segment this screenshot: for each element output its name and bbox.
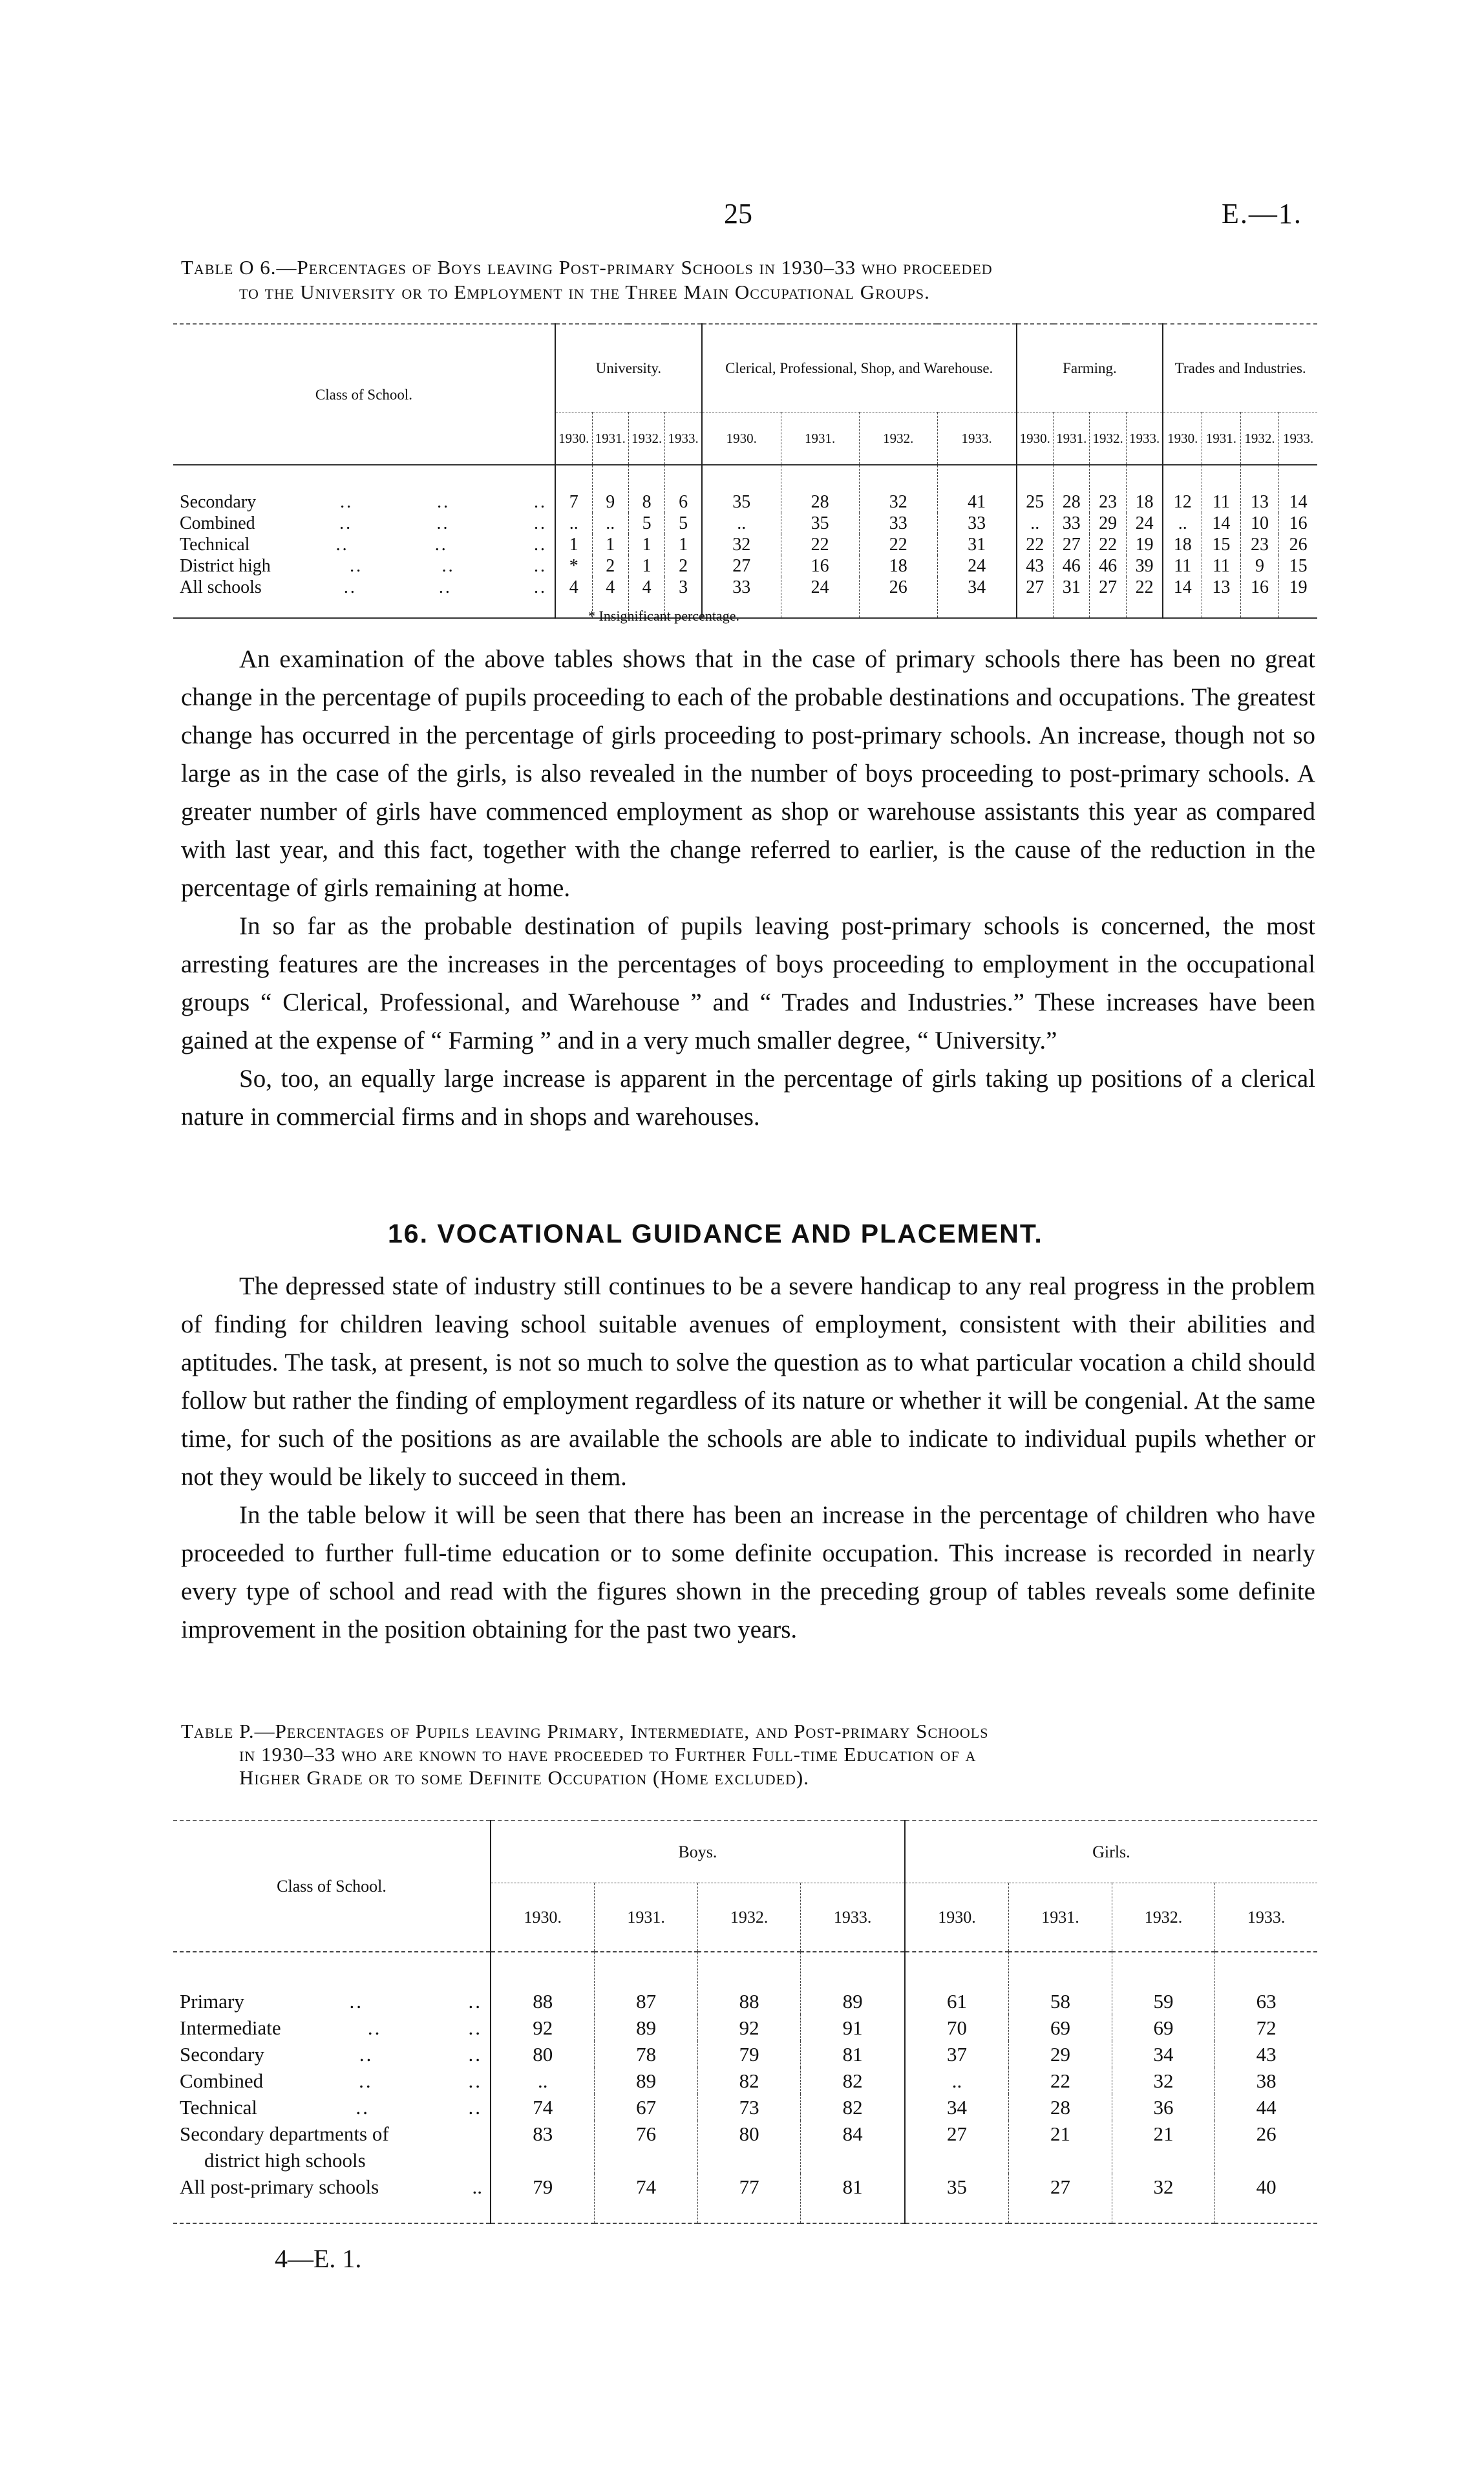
table-cell: 7 — [555, 465, 592, 513]
row-label: Combined — [180, 513, 255, 533]
table-cell: 13 — [1202, 577, 1241, 618]
row-label: Combined — [180, 2069, 264, 2092]
table-o6-caption-line1: Table O 6.—Percentages of Boys leaving Post-primary Schools in 1930–33 who proceeded — [181, 256, 993, 279]
leader-dots: .. — [534, 492, 547, 512]
table-cell: 14 — [1202, 513, 1241, 534]
table-cell: 34 — [1112, 2041, 1215, 2068]
table-cell: 11 — [1202, 555, 1241, 577]
column-header-year: 1933. — [1279, 412, 1317, 465]
table-cell: 1 — [665, 534, 702, 555]
row-label: Secondary — [180, 2043, 264, 2066]
column-group-farming: Farming. — [1017, 324, 1163, 412]
table-cell: 81 — [801, 2041, 905, 2068]
table-cell: .. — [905, 2068, 1009, 2094]
body-text-block-1 — [181, 640, 1315, 1136]
body-text-block-2 — [181, 1267, 1315, 1649]
table-cell: 92 — [697, 2015, 801, 2041]
table-cell: 69 — [1009, 2015, 1112, 2041]
table-cell: 9 — [1240, 555, 1279, 577]
table-cell: 21 — [1112, 2121, 1215, 2174]
table-cell: 82 — [697, 2068, 801, 2094]
table-cell: 33 — [1054, 513, 1090, 534]
row-label: Technical — [180, 535, 250, 555]
table-p-caption-line3: Higher Grade or to some Definite Occupation (Home excluded). — [239, 1766, 810, 1789]
table-o6-footnote: * Insignificant percentage. — [588, 608, 739, 624]
table-cell: 40 — [1215, 2174, 1317, 2223]
table-cell: 22 — [859, 534, 937, 555]
table-cell: 89 — [595, 2068, 698, 2094]
table-cell: 2 — [592, 555, 628, 577]
table-cell: 13 — [1240, 465, 1279, 513]
table-cell: 79 — [491, 2174, 595, 2223]
table-cell: 26 — [1215, 2121, 1317, 2174]
table-cell: 69 — [1112, 2015, 1215, 2041]
table-cell: 18 — [859, 555, 937, 577]
table-row — [173, 2094, 1317, 2121]
table-p-caption-line2: in 1930–33 who are known to have proceeded to Further Full-time Education of a — [239, 1743, 977, 1766]
leader-dots: .. — [349, 1990, 363, 2013]
row-label-cell — [173, 534, 555, 555]
table-cell: 76 — [595, 2121, 698, 2174]
table-cell: 80 — [491, 2041, 595, 2068]
table-cell: 5 — [665, 513, 702, 534]
table-cell: 74 — [491, 2094, 595, 2121]
table-cell: 67 — [595, 2094, 698, 2121]
table-cell: 11 — [1163, 555, 1202, 577]
leader-dots: .. — [367, 2016, 382, 2039]
table-cell: 8 — [628, 465, 664, 513]
table-cell: 1 — [555, 534, 592, 555]
table-cell: 1 — [628, 534, 664, 555]
row-label-cell — [173, 555, 555, 577]
table-row — [173, 513, 1317, 534]
table-cell: 83 — [491, 2121, 595, 2174]
table-row — [173, 2174, 1317, 2223]
paragraph: In the table below it will be seen that there has been an increase in the percentage of children who have proceeded to further full-time education or to some definite occupation. This increase is recorded in nearly every type of school and read with the figures shown in the preceding group of tables reveals some definite improvement in the position obtaining for the past two years. — [181, 1501, 1315, 1643]
table-cell: 19 — [1279, 577, 1317, 618]
table-cell: 82 — [801, 2068, 905, 2094]
table-cell: 82 — [801, 2094, 905, 2121]
table-cell: 63 — [1215, 1952, 1317, 2015]
table-cell: 24 — [1126, 513, 1163, 534]
row-label: District high — [180, 556, 271, 576]
row-label: Secondary departments of — [180, 2122, 389, 2145]
table-cell: 21 — [1009, 2121, 1112, 2174]
table-cell: 31 — [1054, 577, 1090, 618]
table-cell: 31 — [937, 534, 1016, 555]
table-cell: 22 — [1009, 2068, 1112, 2094]
table-row — [173, 2015, 1317, 2041]
table-row — [173, 465, 1317, 513]
column-header-year: 1930. — [1163, 412, 1202, 465]
table-cell: 70 — [905, 2015, 1009, 2041]
table-cell: 10 — [1240, 513, 1279, 534]
table-row — [173, 555, 1317, 577]
column-header-year: 1931. — [1202, 412, 1241, 465]
paragraph: The depressed state of industry still continues to be a severe handicap to any real progress in the problem of finding for children leaving school suitable avenues of employment, consistent with their abilities and aptitudes. The task, at present, is not so much to solve the question as to what particular vocation a child should follow but rather the finding of employment regardless of its nature or whether it will be congenial. At the same time, for such of the positions as are available the schools are able to indicate to individual pupils whether or not they would be likely to succeed in them. — [181, 1272, 1315, 1491]
table-cell: 27 — [1017, 577, 1054, 618]
table-cell: 28 — [1009, 2094, 1112, 2121]
footer-signature: 4—E. 1. — [275, 2244, 362, 2273]
table-cell: 24 — [781, 577, 859, 618]
table-cell: .. — [555, 513, 592, 534]
table-cell: 32 — [702, 534, 781, 555]
table-cell: 89 — [801, 1952, 905, 2015]
table-cell: 91 — [801, 2015, 905, 2041]
column-header-year: 1933. — [1215, 1883, 1317, 1952]
table-row — [173, 2121, 1317, 2174]
table-cell: 39 — [1126, 555, 1163, 577]
column-header-year: 1932. — [1112, 1883, 1215, 1952]
document-reference: E.—1. — [1222, 198, 1302, 230]
column-header-year: 1932. — [628, 412, 664, 465]
column-header-year: 1931. — [1054, 412, 1090, 465]
table-cell: 6 — [665, 465, 702, 513]
leader-dots: .. — [468, 2016, 482, 2039]
table-p-caption — [181, 1720, 1312, 1790]
table-cell: 29 — [1009, 2041, 1112, 2068]
table-cell: 11 — [1202, 465, 1241, 513]
row-label-cell — [173, 2094, 491, 2121]
column-header-year: 1932. — [1240, 412, 1279, 465]
row-label-cell — [173, 2068, 491, 2094]
table-cell: 12 — [1163, 465, 1202, 513]
column-header-year: 1933. — [801, 1883, 905, 1952]
column-header-year: 1931. — [1009, 1883, 1112, 1952]
table-cell: 27 — [1054, 534, 1090, 555]
column-header-year: 1930. — [491, 1883, 595, 1952]
column-header-year: 1930. — [905, 1883, 1009, 1952]
table-cell: 59 — [1112, 1952, 1215, 2015]
row-label-cell — [173, 513, 555, 534]
column-header-year: 1931. — [592, 412, 628, 465]
column-group-girls: Girls. — [905, 1821, 1317, 1883]
table-cell: 22 — [1126, 577, 1163, 618]
table-cell: 9 — [592, 465, 628, 513]
table-cell: 36 — [1112, 2094, 1215, 2121]
table-cell: 3 — [665, 577, 702, 618]
column-header-year: 1931. — [781, 412, 859, 465]
leader-dots: .. — [436, 513, 450, 533]
leader-dots: .. — [359, 2043, 374, 2066]
row-label: Intermediate — [180, 2016, 281, 2039]
table-cell: .. — [491, 2068, 595, 2094]
paragraph: In so far as the probable destination of pupils leaving post-primary schools is concerned, the most arresting features are the increases in the percentages of boys proceeding to employment in the occupational groups “ Clerical, Professional, and Warehouse ” and “ Trades and Industries.” These increases have been gained at the expense of “ Farming ” and in a very much smaller degree, “ University.” — [181, 912, 1315, 1054]
leader-dots: .. — [343, 577, 357, 597]
table-cell: 22 — [1017, 534, 1054, 555]
table-cell: 19 — [1126, 534, 1163, 555]
leader-dots: .. — [533, 513, 547, 533]
table-row — [173, 2041, 1317, 2068]
table-p — [173, 1820, 1317, 2224]
table-cell: 46 — [1054, 555, 1090, 577]
leader-dots: .. — [437, 492, 450, 512]
leader-dots: .. — [355, 2096, 370, 2119]
table-cell: 24 — [937, 555, 1016, 577]
table-cell: .. — [1017, 513, 1054, 534]
table-cell: 33 — [859, 513, 937, 534]
row-label-cell — [173, 2015, 491, 2041]
table-cell: 80 — [697, 2121, 801, 2174]
table-cell: 16 — [781, 555, 859, 577]
column-header-year: 1932. — [697, 1883, 801, 1952]
column-header-year: 1933. — [1126, 412, 1163, 465]
table-row — [173, 2068, 1317, 2094]
table-cell: .. — [592, 513, 628, 534]
column-header-class-of-school: Class of School. — [277, 1876, 387, 1896]
leader-dots: .. — [468, 1990, 482, 2013]
table-cell: 23 — [1090, 465, 1126, 513]
table-cell: .. — [1163, 513, 1202, 534]
table-cell: 2 — [665, 555, 702, 577]
row-label-cell — [173, 2121, 491, 2174]
table-cell: 35 — [781, 513, 859, 534]
table-cell: 88 — [491, 1952, 595, 2015]
table-cell: 73 — [697, 2094, 801, 2121]
table-cell: 41 — [937, 465, 1016, 513]
table-cell: 35 — [905, 2174, 1009, 2223]
leader-dots: .. — [468, 2043, 482, 2066]
table-cell: * — [555, 555, 592, 577]
leader-dots: .. — [335, 535, 349, 555]
row-label: Technical — [180, 2096, 258, 2119]
table-cell: 44 — [1215, 2094, 1317, 2121]
row-label-continued: district high schools — [204, 2149, 366, 2172]
table-cell: 18 — [1126, 465, 1163, 513]
row-label-cell — [173, 1952, 491, 2015]
table-cell: 72 — [1215, 2015, 1317, 2041]
table-cell: 28 — [781, 465, 859, 513]
table-cell: 27 — [1009, 2174, 1112, 2223]
row-label-cell — [173, 577, 555, 618]
table-cell: .. — [702, 513, 781, 534]
table-cell: 77 — [697, 2174, 801, 2223]
column-header-year: 1932. — [1090, 412, 1126, 465]
table-cell: 23 — [1240, 534, 1279, 555]
table-cell: 26 — [859, 577, 937, 618]
table-cell: 28 — [1054, 465, 1090, 513]
table-cell: 78 — [595, 2041, 698, 2068]
leader-dots: .. — [533, 556, 547, 576]
paragraph: So, too, an equally large increase is apparent in the percentage of girls taking up positions of a clerical nature in commercial firms and in shops and warehouses. — [181, 1065, 1315, 1131]
leader-dots: .. — [359, 2069, 373, 2092]
column-header-year: 1930. — [702, 412, 781, 465]
column-header-year: 1933. — [937, 412, 1016, 465]
column-header-year: 1931. — [595, 1883, 698, 1952]
table-cell: 84 — [801, 2121, 905, 2174]
table-o6-caption — [181, 255, 1312, 305]
leader-dots: .. — [468, 2096, 482, 2119]
table-cell: 25 — [1017, 465, 1054, 513]
table-cell: 32 — [859, 465, 937, 513]
table-row — [173, 577, 1317, 618]
table-p-caption-line1: Table P.—Percentages of Pupils leaving Primary, Intermediate, and Post-primary Schools — [181, 1720, 989, 1742]
column-group-clerical: Clerical, Professional, Shop, and Warehouse. — [702, 324, 1017, 412]
table-cell: 4 — [555, 577, 592, 618]
table-cell: 43 — [1017, 555, 1054, 577]
table-cell: 14 — [1279, 465, 1317, 513]
row-label: All schools — [180, 577, 262, 597]
table-cell: 16 — [1240, 577, 1279, 618]
table-o6 — [173, 323, 1317, 619]
table-cell: 34 — [905, 2094, 1009, 2121]
table-cell: 4 — [592, 577, 628, 618]
leader-dots: .. — [339, 513, 353, 533]
leader-dots: .. — [533, 577, 547, 597]
row-label: Secondary — [180, 492, 257, 512]
page-number: 25 — [724, 198, 752, 230]
column-group-university: University. — [555, 324, 702, 412]
column-group-boys: Boys. — [491, 1821, 905, 1883]
paragraph: An examination of the above tables shows that in the case of primary schools there has been no great change in the percentage of pupils proceeding to each of the probable destinations and occupations. The greatest change has occurred in the percentage of girls proceeding to post-primary schools. An increase, though not so large as in the case of the girls, is also revealed in the number of boys proceeding to post-primary schools. A greater number of girls have commenced employment as shop or warehouse assistants this year as compared with last year, and this fact, together with the change referred to earlier, is the cause of the reduction in the percentage of girls remaining at home. — [181, 645, 1315, 902]
table-cell: 22 — [1090, 534, 1126, 555]
table-cell: 43 — [1215, 2041, 1317, 2068]
table-cell: 16 — [1279, 513, 1317, 534]
table-cell: 74 — [595, 2174, 698, 2223]
table-cell: 27 — [905, 2121, 1009, 2174]
column-header-year: 1932. — [859, 412, 937, 465]
leader-dots: .. — [472, 2175, 482, 2198]
table-cell: 61 — [905, 1952, 1009, 2015]
column-group-trades: Trades and Industries. — [1163, 324, 1317, 412]
table-cell: 37 — [905, 2041, 1009, 2068]
table-cell: 18 — [1163, 534, 1202, 555]
column-header-year: 1933. — [665, 412, 702, 465]
table-cell: 32 — [1112, 2174, 1215, 2223]
row-label: Primary — [180, 1990, 244, 2013]
row-label-cell — [173, 2041, 491, 2068]
row-label: All post-primary schools — [180, 2175, 379, 2198]
table-cell: 1 — [592, 534, 628, 555]
table-cell: 22 — [781, 534, 859, 555]
table-cell: 87 — [595, 1952, 698, 2015]
table-cell: 46 — [1090, 555, 1126, 577]
leader-dots: .. — [438, 577, 452, 597]
table-cell: 14 — [1163, 577, 1202, 618]
table-cell: 34 — [937, 577, 1016, 618]
table-cell: 79 — [697, 2041, 801, 2068]
leader-dots: .. — [350, 556, 363, 576]
row-label-cell — [173, 2174, 491, 2223]
table-cell: 1 — [628, 555, 664, 577]
table-row — [173, 1952, 1317, 2015]
table-cell: 15 — [1279, 555, 1317, 577]
table-cell: 26 — [1279, 534, 1317, 555]
leader-dots: .. — [468, 2069, 482, 2092]
table-cell: 33 — [937, 513, 1016, 534]
column-header-class-of-school: Class of School. — [315, 386, 413, 403]
column-header-year: 1930. — [1017, 412, 1054, 465]
table-cell: 58 — [1009, 1952, 1112, 2015]
column-header-year: 1930. — [555, 412, 592, 465]
leader-dots: .. — [340, 492, 354, 512]
table-cell: 92 — [491, 2015, 595, 2041]
table-cell: 5 — [628, 513, 664, 534]
section-heading: 16. VOCATIONAL GUIDANCE AND PLACEMENT. — [388, 1219, 1043, 1248]
table-cell: 35 — [702, 465, 781, 513]
table-cell: 38 — [1215, 2068, 1317, 2094]
table-cell: 29 — [1090, 513, 1126, 534]
table-cell: 88 — [697, 1952, 801, 2015]
leader-dots: .. — [533, 535, 547, 555]
table-cell: 27 — [702, 555, 781, 577]
row-label-cell — [173, 465, 555, 513]
table-cell: 89 — [595, 2015, 698, 2041]
table-row — [173, 534, 1317, 555]
table-cell: 15 — [1202, 534, 1241, 555]
table-cell: 32 — [1112, 2068, 1215, 2094]
table-cell: 4 — [628, 577, 664, 618]
table-cell: 81 — [801, 2174, 905, 2223]
leader-dots: .. — [441, 556, 455, 576]
table-cell: 33 — [702, 577, 781, 618]
table-o6-caption-line2: to the University or to Employment in the Three Main Occupational Groups. — [239, 281, 930, 303]
leader-dots: .. — [434, 535, 448, 555]
table-cell: 27 — [1090, 577, 1126, 618]
